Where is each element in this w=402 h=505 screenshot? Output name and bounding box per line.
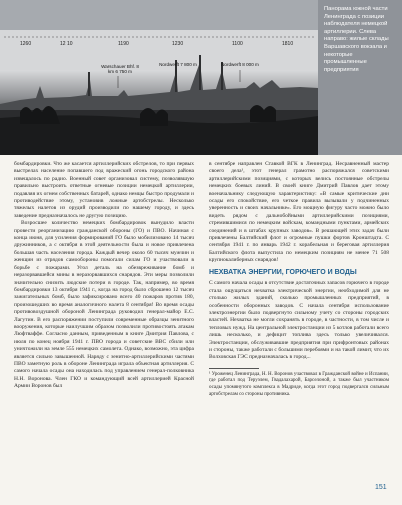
distance-mark-4: 1230 xyxy=(172,41,184,47)
photo-label-warschauer: Warschauer Bhf. 8 km 6 750 m xyxy=(101,64,139,75)
photo-label-nordwerft-right: Nordwerft 8 000 m xyxy=(221,62,259,67)
photo-caption-box xyxy=(318,0,402,155)
right-text-column xyxy=(209,161,389,398)
right-paragraph-2: С самого начала осады в отсутствие достаточных запасов горючего в городе стала ощущаться нехватка электрической энергии, необходимой для не столько жилых зданий, сколько промышленных предприятий, в особенности оборонных заводов. С начала сентября использование электроэнергии было подвергнуто сильному учету со стороны городских властей. Нехватка не могли сохранять в городе, в частности, в том числе и тепловых нужд. На центральной электростанции из 5 котлов работали всего лишь несколько, и дефицит топлива здесь только увеличивался. Электростанции, обслуживавшие предприятия при прифронтовых районах и стороны, также работали с большими перебоями и на такой лимит, что их Волховская ГЭС предназначалась в город... xyxy=(209,280,389,361)
footnote: ¹ Уроженец Ленинграда, Н. Н. Воронов участвовал в Гражданской войне и Испании, где работал под Теруэлем, Гвадалахарой, Барселоной, а также был участником осады упомянутого комплекса в Мадриде, когда этот город подвергался сильным артобстрелам со стороны противника. xyxy=(209,371,389,397)
left-paragraph-1: бомбардировки. Что же касается артиллерийских обстрелов, то при первых выстрелах население попавшего под вражеский огонь городского района извещалось по радио. Военный совет организовал систему, позволявшую правильно выстроить ответные огневые позиции немецкой артиллерии, подавляя их огнем собственных батарей, однако немцы быстро продумали и противодействие этому, установив ложные артобстрелы. Несколько тяжелых налетов из орудий производили по нашему городу, и здесь заведение предназначалось не другую позицию. xyxy=(14,161,194,219)
panorama-photo xyxy=(0,0,402,155)
section-heading: НЕХВАТКА ЭНЕРГИИ, ГОРЮЧЕГО И ВОДЫ xyxy=(209,268,357,276)
distance-mark-5: 1100 xyxy=(232,41,243,47)
left-paragraph-2: Возросшее количество немецких бомбардировок вынудило власти провести реорганизацию гражданской обороны (ГО) и ПВО. Начиная с конца июня, для усиления формирований ГО было мобилизовано 14 тысяч дружинников, а с октября в этой деятельности была и новое привлечена большая часть населения города. Каждый вечер около 60 тысяч мужчин и женщин из отрядов самообороны помогали силам ГО и участвовали в борьбе с пожарами. Угол деталь на обезвреживание бомб и неразорвавшейся мины в неразорвавшихся снарядов. Эти меры позволили значительно снизить людские потери в городе. Так, например, во время бомбардировки 13 октября 1941 г., когда на город было сброшено 12 тысяч зажигательных бомб, было зафиксировано всего 40 пожаров против 180, произошедших во время аналогичного налета 8 сентября! Во время осады противовоздушной обороной Ленинграда руководил генерал-майор Е.С. Лагутин. В его распоряжении поступили современные образцы зенитного вооружения, которые наилучшим образом позволили противостоять атакам Люфтваффе. Согласно данным, приведенным в книге Дмитрия Павлова, с июля по конец ноября 1941 г. ПВО города и советские ВВС сбили или уничтожили на земле 555 немецких самолета. Однако, возможно, эта цифра является сильно завышенной. Наряду с зенитно-артиллерийскими частями ПВО заметную роль в обороне Ленинграда играла объектная артиллерия. С самого начала осады она находилась под управлением генерал-полковника Н.Н. Воронова. Член ГКО и командующий всей артиллерией Красной Армии Воронов был xyxy=(14,220,194,390)
footnote-divider xyxy=(209,368,259,369)
distance-mark-2: 12 10 xyxy=(60,41,73,47)
page-number: 151 xyxy=(375,484,387,491)
left-text-column xyxy=(14,161,194,391)
right-paragraph-1: в сентябре направлен Ставкой ВГК в Ленинград. Несравненный мастер своего дела¹, этот генерал грамотно распоряжался советскими артиллерийскими позициями, с которых велись постоянные обстрелы немецких боевых линий. В своей книге Дмитрий Павлов дает этому военачальнику следующую характеристику: «В самые критические дни осады его спокойствие, его четкое правила вызывали у подчиненных уверенность и своих начальнике». Его мощную фигуру часто можно было видеть рядом с дальнобойными артиллерийскими позициями, стремившимися по немецким войскам, командными пунктами, армейских соединений и в штабах крупных заводов». В решающей этих задач были привлечены Балтийский флот и огромные пушки фортов Кронштадта. С сентября 1941 г. по январь 1942 г. корабельная и береговая артиллерия Балтийского флота выпустила по немецким позициям не менее 71 508 крупнокалиберных снарядов! xyxy=(209,161,389,264)
distance-mark-1: 1260 xyxy=(20,41,32,47)
photo-caption: Панорама южной части Ленинграда с позиции наблюдателя немецкой артиллерии. Слева направо: жилые склады Варшавского вокзала и некоторые промышленные предприятия xyxy=(324,6,389,73)
distance-mark-3: 1190 xyxy=(118,41,129,47)
photo-label-nordwerft-middle: Nordwerft 7 800 m xyxy=(159,62,197,67)
distance-mark-6: 1810 xyxy=(282,41,294,47)
